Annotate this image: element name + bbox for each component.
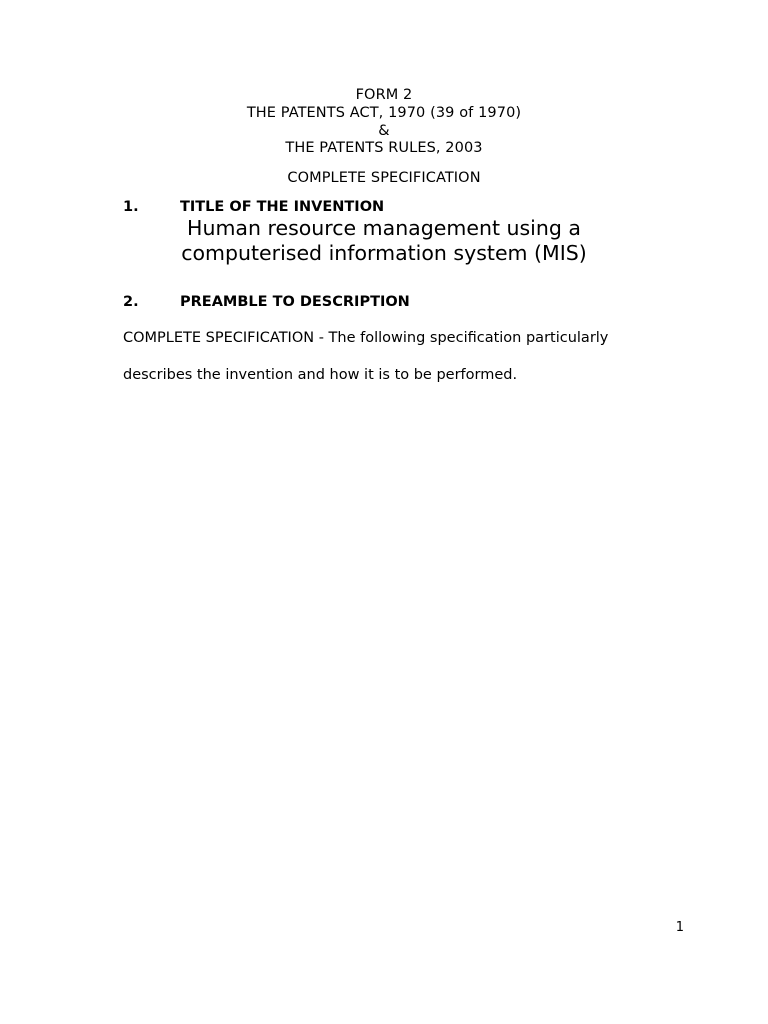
page-number: 1 (675, 920, 684, 935)
section-1-number: 1. (123, 199, 139, 215)
section-1-title: TITLE OF THE INVENTION (180, 199, 385, 215)
invention-title-line-2: computerised information system (MIS) (181, 241, 587, 265)
ampersand: & (378, 123, 390, 139)
section-1-heading (123, 198, 384, 216)
form-number: FORM 2 (355, 87, 413, 103)
rules-title: THE PATENTS RULES, 2003 (285, 140, 483, 156)
section-2-number: 2. (123, 294, 139, 310)
specification-type: COMPLETE SPECIFICATION (287, 170, 481, 186)
section-2-title: PREAMBLE TO DESCRIPTION (180, 294, 410, 310)
act-title: THE PATENTS ACT, 1970 (39 of 1970) (246, 105, 522, 121)
section-2-heading (123, 293, 410, 311)
invention-title-line-1: Human resource management using a (187, 216, 581, 240)
preamble-line-2: describes the invention and how it is to be performed. (123, 367, 518, 383)
preamble-line-1: COMPLETE SPECIFICATION - The following specification particularly (123, 330, 609, 346)
